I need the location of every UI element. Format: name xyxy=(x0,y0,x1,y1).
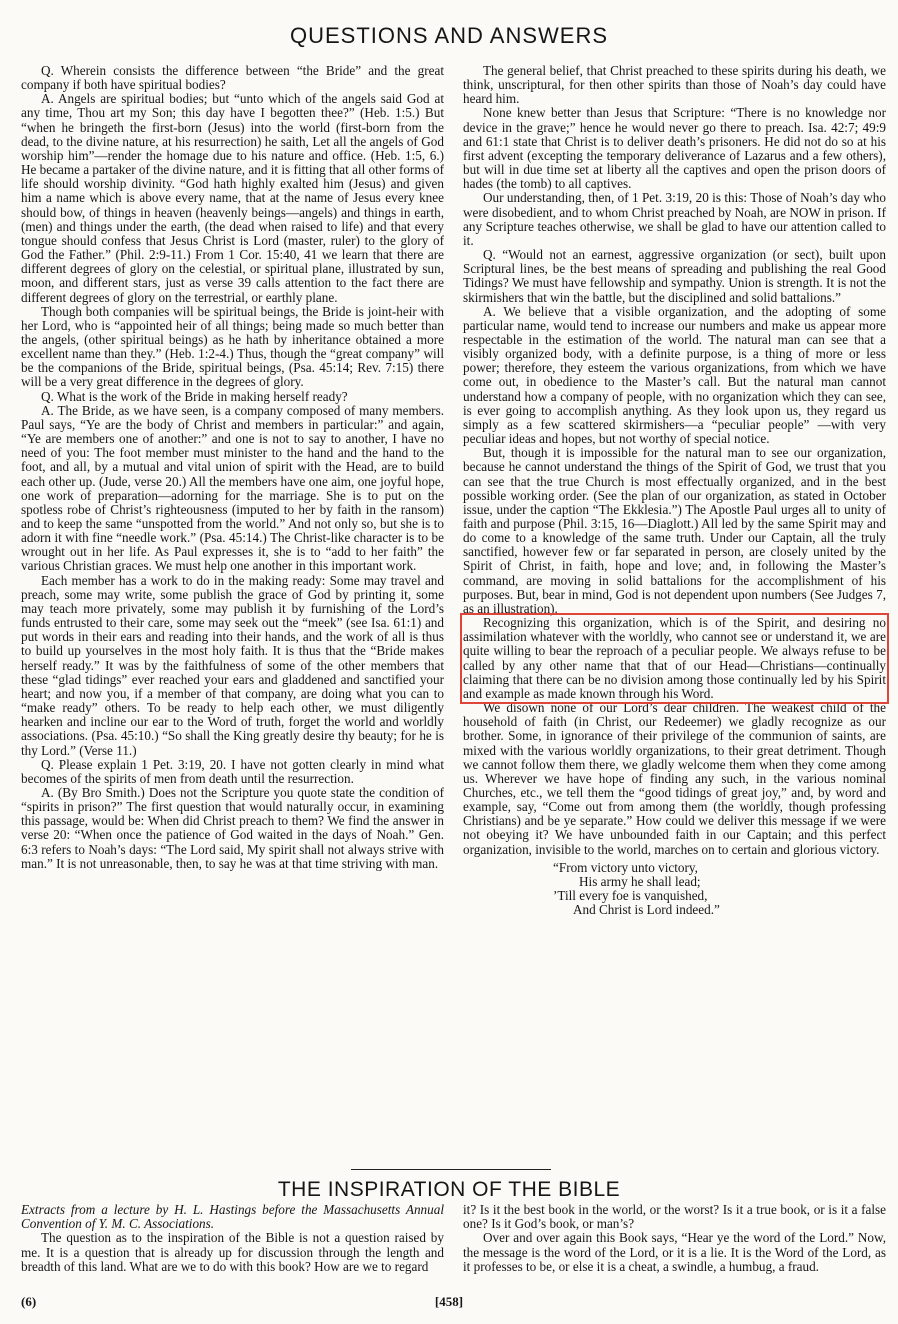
paragraph: Q. “Would not an earnest, aggressive organization (or sect), built upon Scriptural lines, be the best means of spreading and publishing the real Good Tidings? We must have fellowship and sympathy. Union is strength. It is not the skirmishers that win the battle, but the disciplined and solid battalions.” xyxy=(463,247,886,305)
paragraph: Q. What is the work of the Bride in making herself ready? xyxy=(41,388,348,404)
poem-line: “From victory unto victory, xyxy=(553,859,698,875)
paragraph: A. Angels are spiritual bodies; but “unto which of the angels said God at any time, Thou art my Son; this day have I begotten thee?” (Heb. 1:5.) But “when he bringeth the first-born (Jesus) into the world (first-born from the dead, to the divine nature, at his resurrection) he saith, Let all the angels of God worship him”—render the homage due to his nature and office. (Heb. 1:5, 6.) He became a partaker of the divine nature, and it is fitting that all other forms of life should worship divinity. “God hath highly exalted him (Jesus) and given him a name which is above every name, that at the name of Jesus every knee should bow, of things in heaven (heavenly beings—angels) and things in earth, (men) and things under the earth, (the dead when raised to life) and that every tongue should confess that Jesus Christ is Lord (master, ruler) to the glory of God the Father.” (Phil. 2:9-11.) From 1 Cor. 15:40, 41 we learn that there are different degrees of glory on the celestial, or spiritual plane, illustrated by sun, moon, and different stars, just as verse 39 calls attention to the fact there are different degrees of glory on the terrestrial, or earthly plane. xyxy=(21,91,444,305)
left-column xyxy=(21,64,444,871)
poem-line: His army he shall lead; xyxy=(579,873,701,889)
paragraph: Q. Please explain 1 Pet. 3:19, 20. I have not gotten clearly in mind what becomes of the spirits of men from death until the resurrection. xyxy=(21,756,444,786)
paragraph: Though both companies will be spiritual beings, the Bride is joint-heir with her Lord, who is “appointed heir of all things; being made so much better than the angels, (other spiritual beings) as he hath by inheritance obtained a more excellent name than they.” (Heb. 1:2-4.) Thus, though the “great company” will be the companions of the Bride, spiritual beings, (Psa. 45:14; Rev. 7:15) there will be a very great difference in the degrees of glory. xyxy=(21,303,444,390)
section2-left-column xyxy=(21,1203,444,1274)
paragraph: But, though it is impossible for the natural man to see our organization, because he cannot understand the things of the Spirit of God, we trust that you can see that the true Church is most effectually organized, and in the best possible working order. (See the plan of our organization, as stated in October issue, under the caption “The Ekklesia.”) The Apostle Paul urges all to unity of faith and purpose (Phil. 3:15, 16—Diaglott.) All led by the same Spirit may and do come to a knowledge of the same truth. Under our Captain, all the truly sanctified, however few or far separated in person, are closely united by the Spirit of Christ, in faith, hope and love; and, in following the Master’s command, are moving in solid battalions for the accomplishment of his purposes. But, bear in mind, God is not dependent upon numbers (See Judges 7, as an illustration). xyxy=(463,445,886,616)
poem-line: And Christ is Lord indeed.” xyxy=(573,902,720,918)
page-number: [458] xyxy=(434,1294,464,1309)
paragraph: A. The Bride, as we have seen, is a company composed of many members. Paul says, “Ye are the body of Christ and members in particular:” and again, “Ye are members one of another:” and one is not to say to another, I have no need of you: The foot member must minister to the hand and the hand to the foot, and all, by a mutual and vital union of spirit with the Head, are to build each other up. (Jude, verse 20.) All the members have one aim, one joyful hope, one work of preparation—adorning for the marriage. She is to put on the spotless robe of Christ’s righteousness (imputed to her by faith in the ransom) and to keep the same “unspotted from the world.” And not only so, but she is to adorn it with fine “needle work.” (Psa. 45:14.) The Christ-like character is to be wrought out in her life. As Paul expresses it, she is to “add to her faith” the various Christian graces. We must help one another in this important work. xyxy=(21,402,444,574)
paragraph: The question as to the inspiration of the Bible is not a question raised by me. It is a question that is already up for discussion through the length and breadth of this land. What are we to do with this book? How are we to regard xyxy=(21,1230,444,1274)
paragraph: A. We believe that a visible organization, and the adopting of some particular name, would tend to increase our numbers and make us appear more respectable in the estimation of the world. The natural man can see that a visibly organized body, with a definite purpose, is a thing of more or less power; therefore, they esteem the various organizations, from which we have come out, in obedience to the Master’s call. But the natural man cannot understand how a company of people, with no organization which they can see, is ever going to accomplish anything. As they look upon us, they regard us simply as a few scattered skirmishers—a “peculiar people” —with very peculiar ideas and hopes, but not worthy of special notice. xyxy=(463,303,886,447)
section2-subtitle: Extracts from a lecture by H. L. Hastings before the Massachusetts Annual Convention of Y. M. C. Associations. xyxy=(21,1202,444,1232)
section-title: THE INSPIRATION OF THE BIBLE xyxy=(277,1178,621,1201)
paragraph: None knew better than Jesus that Scripture: “There is no knowledge nor device in the grave;” hence he would never go there to preach. Isa. 42:7; 49:9 and 61:1 state that Christ is to deliver death’s prisoners. He did not do so at his first advent (excepting the temporary deliverance of Lazarus and a few others), but will in due time set at liberty all the captives and open the prison doors of hades (the tomb) to all captives. xyxy=(463,105,886,192)
section-divider xyxy=(351,1169,551,1170)
footer-issue-number: (6) xyxy=(21,1294,37,1309)
paragraph: Each member has a work to do in the making ready: Some may travel and preach, some may write, some publish the grace of God by printing it, some may teach more privately, some may publish it by furnishing of the Lord’s funds entrusted to their care, some may seek out the “meek” (see Isa. 61:1) and put words in their ears and reading into their hands, and the work of all is thus to build up yourselves in the most holy faith. It is thus that the “Bride makes herself ready.” It was by the faithfulness of some of the other members that these “glad tidings” ever reached your ears and gladdened and sanctified your heart; and now you, if a member of that company, are doing what you can to “make ready” others. To be ready to help each other, we must diligently hearken and incline our ear to the Word of truth, forget the world and worldly associations. (Psa. 45:10.) “So shall the King greatly desire thy beauty; for he is thy Lord.” (Verse 11.) xyxy=(21,572,444,758)
paragraph: The general belief, that Christ preached to these spirits during his death, we think, unscriptural, for then other spirits than those of Noah’s day could have heard him. xyxy=(463,63,886,107)
paragraph: A. (By Bro Smith.) Does not the Scripture you quote state the condition of “spirits in prison?” The first question that would naturally occur, in examining this passage, would be: When did Christ preach to them? We find the answer in verse 20: “When once the patience of God waited in the days of Noah.” Gen. 6:3 refers to Noah’s days: “The Lord said, My spirit shall not always strive with man.” It is not unreasonable, then, to say he was at that time striving with man. xyxy=(21,784,444,871)
poem xyxy=(553,861,886,918)
paragraph: Q. Wherein consists the difference between “the Bride” and the great company if both have spiritual bodies? xyxy=(21,63,444,93)
paragraph: Our understanding, then, of 1 Pet. 3:19, 20 is this: Those of Noah’s day who were disobedient, and to whom Christ preached by Noah, are NOW in prison. If any Scripture teaches otherwise, we shall be glad to have our attention called to it. xyxy=(463,190,886,248)
right-column xyxy=(463,64,886,917)
paragraph: Over and over again this Book says, “Hear ye the word of the Lord.” Now, the message is the word of the Lord, or it is a lie. It is the Word of the Lord, as it professes to be, or else it is a cheat, a swindle, a humbug, a fraud. xyxy=(463,1230,886,1274)
paragraph: it? Is it the best book in the world, or the worst? Is it a true book, or is it a false one? Is it God’s book, or man’s? xyxy=(463,1202,886,1232)
page-title: QUESTIONS AND ANSWERS xyxy=(289,23,609,48)
section2-right-column xyxy=(463,1203,886,1274)
paragraph: We disown none of our Lord’s dear children. The weakest child of the household of faith (in Christ, our Redeemer) we gladly recognize as our brother. Some, in ignorance of their privilege of the communion of saints, are mixed with the various worldly organizations, to their great detriment. Though we cannot follow them there, we gladly welcome them when they come among us. Wherever we have hope of finding any such, in the various nominal Churches, etc., we tell them the “good tidings of great joy,” and, by word and example, say, “Come out from among them (the worldly, though professing Christians) and be ye separate.” How could we deliver this message if we were not obeying it? We have unbounded faith in our Captain; and this perfect organization, invisible to the world, marches on to certain and glorious victory. xyxy=(463,700,886,857)
poem-line: ’Till every foe is vanquished, xyxy=(553,888,708,904)
highlighted-paragraph: Recognizing this organization, which is of the Spirit, and desiring no assimilation whatever with the worldly, who cannot see or understand it, we are quite willing to bear the reproach of a peculiar people. We always refuse to be called by any other name that that of our Head—Christians—continually claiming that there can be no division among those continually led by his Spirit and example as made known through his Word. xyxy=(463,615,886,701)
